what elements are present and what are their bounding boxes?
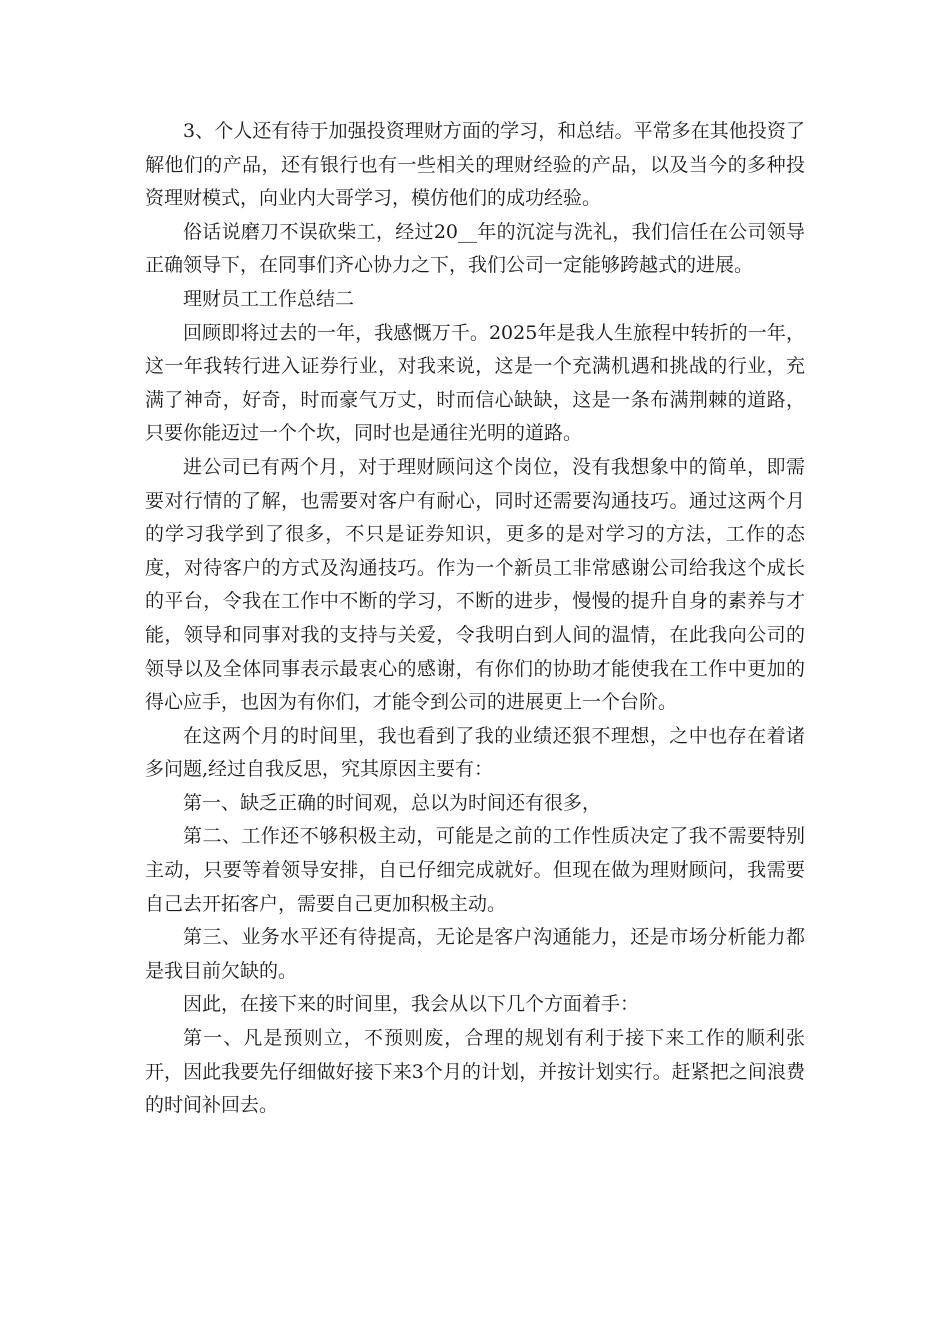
document-body (145, 115, 805, 1123)
paragraph-third-problem: 第三、业务水平还有待提高，无论是客户沟通能力，还是市场分析能力都是我目前欠缺的。 (145, 926, 805, 982)
paragraph-plan-intro: 因此，在接下来的时间里，我会从以下几个方面着手： (183, 993, 640, 1016)
paragraph-year-review: 回顾即将过去的一年，我感慨万千。2025年是我人生旅程中转折的一年，这一年我转行进入证券行业，对我来说，这是一个充满机遇和挑战的行业，充满了神奇，好奇，时而豪气万丈，时而信心缺缺，这是一条布满荆棘的道路，只要你能迈过一个个坎，同时也是通往光明的道路。 (145, 321, 805, 445)
paragraph-first-plan: 第一、凡是预则立，不预则废，合理的规划有利于接下来工作的顺利张开，因此我要先仔细做好接下来3个月的计划，并按计划实行。赶紧把之间浪费的时间补回去。 (145, 1027, 805, 1117)
section-heading: 理财员工工作总结二 (183, 287, 355, 310)
paragraph-problems: 在这两个月的时间里，我也看到了我的业绩还狠不理想，之中也存在着诸多问题,经过自我反思，究其原因主要有： (145, 724, 805, 781)
paragraph-investment-learning: 3、个人还有待于加强投资理财方面的学习，和总结。平常多在其他投资了解他们的产品，还有银行也有一些相关的理财经验的产品，以及当今的多种投资理财模式，向业内大哥学习，模仿他们的成功经验。 (145, 120, 805, 210)
paragraph-proverb: 俗话说磨刀不误砍柴工，经过20__年的沉淀与洗礼，我们信任在公司领导正确领导下，在同事们齐心协力之下，我们公司一定能够跨越式的进展。 (145, 220, 805, 277)
paragraph-second-problem: 第二、工作还不够积极主动，可能是之前的工作性质决定了我不需要特别主动，只要等着领导安排，自已仔细完成就好。但现在做为理财顾问，我需要自己去开拓客户，需要自己更加积极主动。 (145, 825, 805, 915)
paragraph-two-months: 进公司已有两个月，对于理财顾问这个岗位，没有我想象中的简单，即需要对行情的了解，也需要对客户有耐心，同时还需要沟通技巧。通过这两个月的学习我学到了很多，不只是证券知识，更多的是对学习的方法，工作的态度，对待客户的方式及沟通技巧。作为一个新员工非常感谢公司给我这个成长的平台，令我在工作中不断的学习，不断的进步，慢慢的提升自身的素养与才能，领导和同事对我的支持与关爱，令我明白到人间的温情，在此我向公司的领导以及全体同事表示最衷心的感谢，有你们的协助才能使我在工作中更加的得心应手，也因为有你们，才能令到公司的进展更上一个台阶。 (145, 455, 805, 714)
paragraph-first-problem: 第一、缺乏正确的时间观，总以为时间还有很多， (183, 791, 602, 814)
